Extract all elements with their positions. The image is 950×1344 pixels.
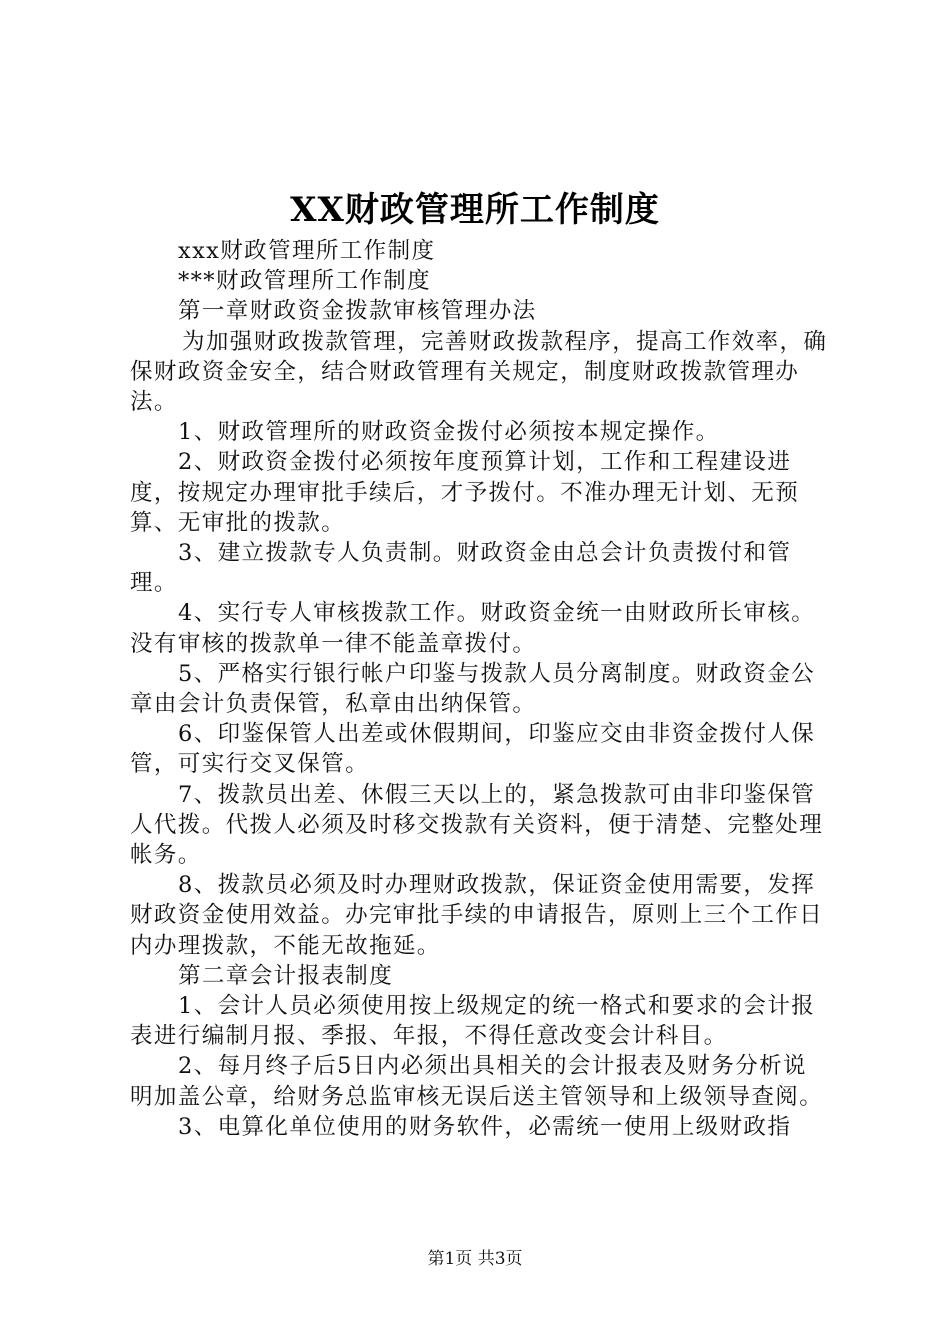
chapter-heading: 第二章会计报表制度 xyxy=(178,962,394,989)
paragraph: 5、严格实行银行帐户印鉴与拨款人员分离制度。财政资金公章由会计负责保管，私章由出纳保管。 xyxy=(130,660,816,718)
paragraph: 2、财政资金拨付必须按年度预算计划，工作和工程建设进度，按规定办理审批手续后，才予拨付。不准办理无计划、无预算、无审批的拨款。 xyxy=(130,449,800,536)
page-footer: 第1页 共3页 xyxy=(427,1249,523,1269)
paragraph: xxx财政管理所工作制度 xyxy=(178,238,436,264)
paragraph: ***财政管理所工作制度 xyxy=(178,268,432,295)
paragraph: 3、建立拨款专人负责制。财政资金由总会计负责拨付和管理。 xyxy=(130,540,792,597)
paragraph: 1、财政管理所的财政资金拨付必须按本规定操作。 xyxy=(178,419,720,446)
paragraph: 7、拨款员出差、休假三天以上的，紧急拨款可由非印鉴保管人代拨。代拨人必须及时移交拨款有关资料，便于清楚、完整处理帐务。 xyxy=(130,781,824,869)
document-title: XX财政管理所工作制度 xyxy=(290,190,660,230)
paragraph: 4、实行专人审核拨款工作。财政资金统一由财政所长审核。没有审核的拨款单一律不能盖章拨付。 xyxy=(130,600,816,657)
paragraph: 2、每月终子后5日内必须出具相关的会计报表及财务分析说明加盖公章，给财务总监审核无误后送主管领导和上级领导查阅。 xyxy=(130,1053,824,1110)
paragraph: 3、电算化单位使用的财务软件，必需统一使用上级财政指 xyxy=(178,1113,792,1140)
paragraph: 1、会计人员必须使用按上级规定的统一格式和要求的会计报表进行编制月报、季报、年报，不得任意改变会计科目。 xyxy=(130,993,816,1050)
chapter-heading: 第一章财政资金拨款审核管理办法 xyxy=(178,298,537,325)
document-body xyxy=(130,236,830,1142)
paragraph: 6、印鉴保管人出差或休假期间，印鉴应交由非资金拨付人保管，可实行交叉保管。 xyxy=(130,721,816,778)
paragraph: 8、拨款员必须及时办理财政拨款，保证资金使用需要，发挥财政资金使用效益。办完审批手续的申请报告，原则上三个工作日内办理拨款，不能无故拖延。 xyxy=(130,872,824,959)
paragraph: 为加强财政拨款管理，完善财政拨款程序，提高工作效率，确保财政资金安全，结合财政管理有关规定，制度财政拨款管理办法。 xyxy=(130,328,828,416)
